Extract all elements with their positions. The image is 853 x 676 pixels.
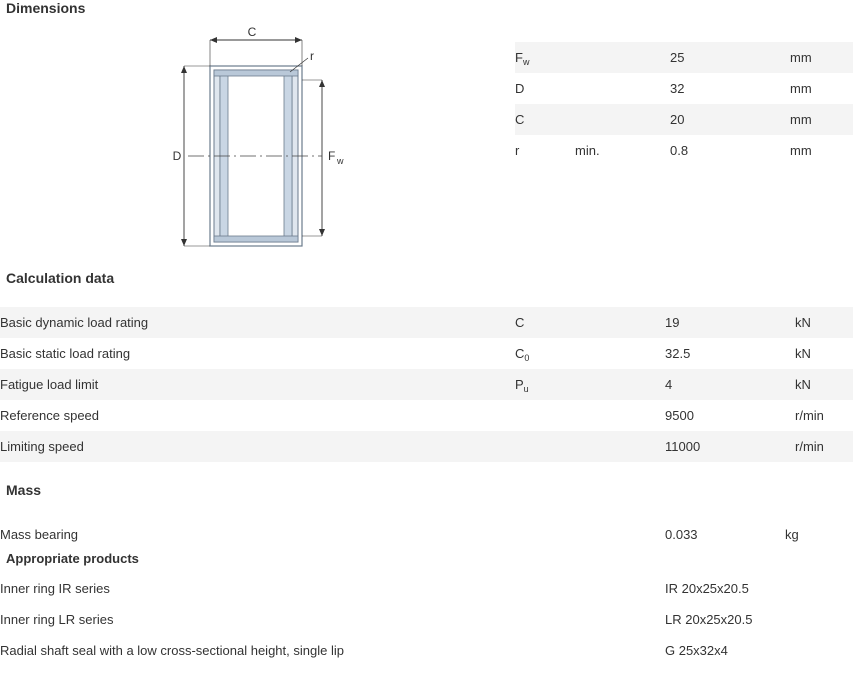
dimension-unit: mm (790, 104, 853, 135)
calculation-symbol (515, 400, 665, 431)
dimensions-section-title: Dimensions (6, 0, 86, 16)
calculation-unit: kN (795, 346, 811, 361)
mass-value: 0.033 (665, 527, 698, 542)
dimension-symbol: $F_w$ (515, 42, 575, 73)
calculation-symbol: C (515, 307, 665, 338)
table-row (0, 520, 853, 549)
table-row (515, 42, 853, 73)
bearing-dimension-drawing (170, 14, 500, 249)
calculation-label: Basic static load rating (0, 346, 131, 361)
product-label: Radial shaft seal with a low cross-sectional height, single lip (0, 643, 344, 658)
dimension-unit: mm (790, 81, 812, 96)
appropriate-products-table (0, 573, 853, 666)
calculation-value: 4 (665, 369, 795, 400)
calculation-section-title: Calculation data (6, 270, 115, 286)
calculation-unit: kN (795, 369, 853, 400)
mass-table (0, 520, 853, 549)
product-link[interactable]: G 25x32x4 (665, 643, 728, 658)
calculation-value: 32.5 (665, 346, 691, 361)
product-value: IR 20x25x20.5 (665, 581, 749, 596)
mass-unit: kg (785, 527, 799, 542)
mass-label: Mass bearing (0, 527, 79, 542)
dimension-value: 25 (670, 42, 790, 73)
table-row (0, 307, 853, 338)
dimension-symbol: D (515, 81, 525, 96)
dimensions-table (515, 42, 853, 166)
calculation-value: 19 (665, 307, 795, 338)
dimension-qualifier (575, 73, 670, 104)
dimension-unit: mm (790, 42, 853, 73)
svg-text:r: r (310, 49, 314, 63)
table-row (0, 369, 853, 400)
dimension-qualifier (575, 42, 670, 73)
table-row (515, 73, 853, 104)
svg-text:C: C (247, 25, 257, 39)
table-row (0, 338, 853, 369)
table-row (515, 135, 853, 166)
calculation-label: Fatigue load limit (0, 369, 515, 400)
table-row (0, 635, 853, 666)
svg-text:D: D (172, 149, 182, 163)
dimension-qualifier (575, 104, 670, 135)
appropriate-products-title: Appropriate products (6, 551, 139, 566)
calculation-symbol: $C_0$ (515, 346, 530, 363)
product-label: Inner ring LR series (0, 612, 114, 627)
calculation-value: 11000 (665, 431, 795, 462)
table-row (0, 400, 853, 431)
calculation-label: Limiting speed (0, 431, 515, 462)
svg-text:F: F (328, 149, 336, 163)
calculation-unit: kN (795, 307, 853, 338)
svg-text:w: w (337, 156, 344, 166)
table-row (0, 604, 853, 635)
dimension-symbol: C (515, 104, 575, 135)
calculation-unit: r/min (795, 431, 853, 462)
table-row (515, 104, 853, 135)
calculation-symbol: $P_u$ (515, 369, 665, 400)
calculation-unit: r/min (795, 408, 824, 423)
table-row (0, 573, 853, 604)
calculation-data-table (0, 307, 853, 462)
product-value: LR 20x25x20.5 (665, 612, 753, 627)
table-row (0, 431, 853, 462)
calculation-symbol (515, 431, 665, 462)
mass-section-title: Mass (6, 482, 42, 498)
calculation-label: Basic dynamic load rating (0, 307, 515, 338)
calculation-label: Reference speed (0, 408, 100, 423)
dimension-value: 20 (670, 104, 790, 135)
calculation-value: 9500 (665, 408, 694, 423)
dimension-qualifier: min. (575, 143, 600, 158)
dimension-value: 0.8 (670, 143, 689, 158)
dimension-symbol: r (515, 143, 520, 158)
dimension-unit: mm (790, 143, 812, 158)
product-label: Inner ring IR series (0, 581, 110, 596)
dimension-value: 32 (670, 81, 685, 96)
